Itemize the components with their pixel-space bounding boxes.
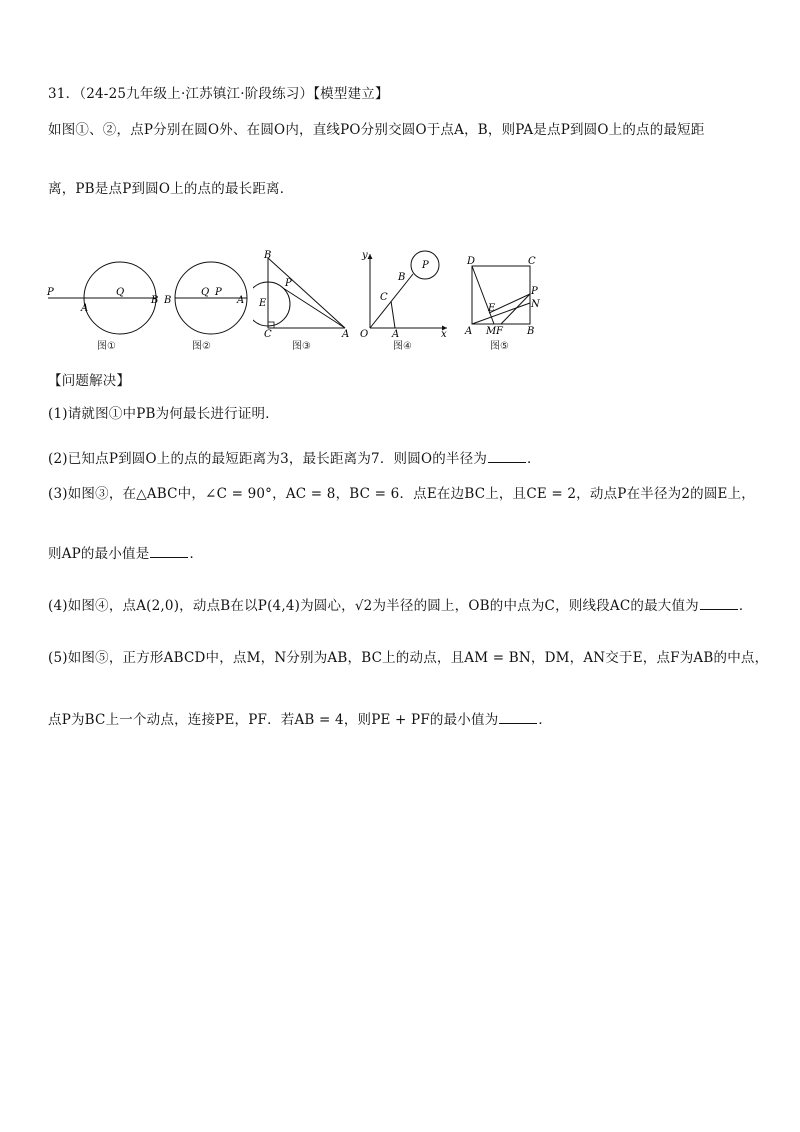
- f4-label-C: C: [380, 292, 388, 303]
- f4-label-A: A: [392, 329, 400, 338]
- f1-label-A: A: [81, 303, 89, 314]
- f2-label-B: B: [164, 295, 172, 306]
- f5-label-P: P: [531, 286, 538, 297]
- question-4: [48, 594, 753, 614]
- figure-4: [355, 248, 455, 338]
- question-5-text: 点P为BC上一个动点，连接PE，PF．若AB = 4，则PE + PF的最小值为: [48, 712, 499, 728]
- question-2-text: (2)已知点P到圆O上的点的最短距离为3，最长距离为7．则圆O的半径为: [48, 451, 488, 467]
- question-2: [48, 447, 541, 467]
- f3-label-P: P: [285, 278, 292, 289]
- f2-label-A: A: [237, 295, 245, 306]
- problem-text-line2: 离，PB是点P到圆O上的点的最长距离．: [48, 181, 294, 197]
- question-3-text: 则AP的最小值是: [48, 546, 150, 562]
- f3-label-C: C: [264, 329, 272, 338]
- figure-2: [163, 248, 253, 338]
- f3-label-B: B: [264, 250, 272, 261]
- f1-label-B: B: [151, 295, 159, 306]
- question-4-end: ．: [738, 598, 753, 614]
- problem-header: 31．（24-25九年级上·江苏镇江·阶段练习）【模型建立】: [48, 86, 389, 102]
- figure-3: [253, 248, 353, 338]
- f5-label-B: B: [527, 326, 535, 337]
- answer-blank-3[interactable]: [150, 545, 188, 558]
- f5-label-F: F: [496, 326, 503, 337]
- question-3-line1: (3)如图③，在△ABC中，∠C = 90°，AC = 8，BC = 6．点E在边BC上，且CE = 2，动点P在半径为2的圆E上，: [48, 486, 756, 502]
- figure-5: [460, 248, 550, 338]
- f1-label-Q: Q: [116, 287, 125, 298]
- f5-label-D: D: [467, 256, 476, 267]
- figure-1-caption: 图①: [97, 341, 116, 352]
- f5-label-A: A: [465, 326, 473, 337]
- figure-1: [44, 248, 172, 338]
- figure-3-caption: 图③: [292, 341, 311, 352]
- f4-label-y: y: [362, 250, 368, 261]
- answer-blank-4[interactable]: [700, 597, 738, 610]
- answer-blank-2[interactable]: [488, 450, 526, 463]
- f5-label-C: C: [528, 256, 536, 267]
- f3-label-E: E: [259, 298, 267, 309]
- f2-label-P: P: [215, 287, 222, 298]
- question-2-end: ．: [527, 451, 541, 467]
- question-3-line2: [48, 542, 203, 562]
- question-5-line2: [48, 708, 552, 728]
- figure-2-caption: 图②: [192, 341, 211, 352]
- f4-label-x: x: [441, 329, 447, 338]
- f5-label-E: E: [488, 303, 496, 314]
- f4-label-B: B: [398, 272, 406, 283]
- f4-label-O: O: [360, 329, 369, 338]
- section-heading: 【问题解决】: [48, 373, 131, 389]
- question-4-text: (4)如图④，点A(2,0)，动点B在以P(4,4)为圆心，√2为半径的圆上，OB的中点为C，则线段AC的最大值为: [48, 598, 699, 614]
- question-5-end: ．: [538, 712, 553, 728]
- answer-blank-5[interactable]: [499, 711, 537, 724]
- f2-label-Q: Q: [201, 287, 210, 298]
- f1-label-P: P: [47, 287, 54, 298]
- problem-text-line1: 如图①、②，点P分别在圆O外、在圆O内，直线PO分别交圆O于点A，B，则PA是点P到圆O上的点的最短距: [48, 122, 705, 138]
- f5-label-N: N: [531, 299, 540, 310]
- question-3-end: ．: [189, 546, 204, 562]
- question-1: (1)请就图①中PB为何最长进行证明．: [48, 406, 279, 422]
- f3-label-A: A: [342, 329, 350, 338]
- f5-label-M: M: [486, 326, 497, 337]
- f4-label-P: P: [422, 260, 429, 271]
- figure-4-caption: 图④: [393, 341, 412, 352]
- question-5-line1: (5)如图⑤，正方形ABCD中，点M，N分别为AB，BC上的动点，且AM = BN，DM，AN交于E，点F为AB的中点，: [48, 650, 769, 666]
- figure-5-caption: 图⑤: [490, 341, 509, 352]
